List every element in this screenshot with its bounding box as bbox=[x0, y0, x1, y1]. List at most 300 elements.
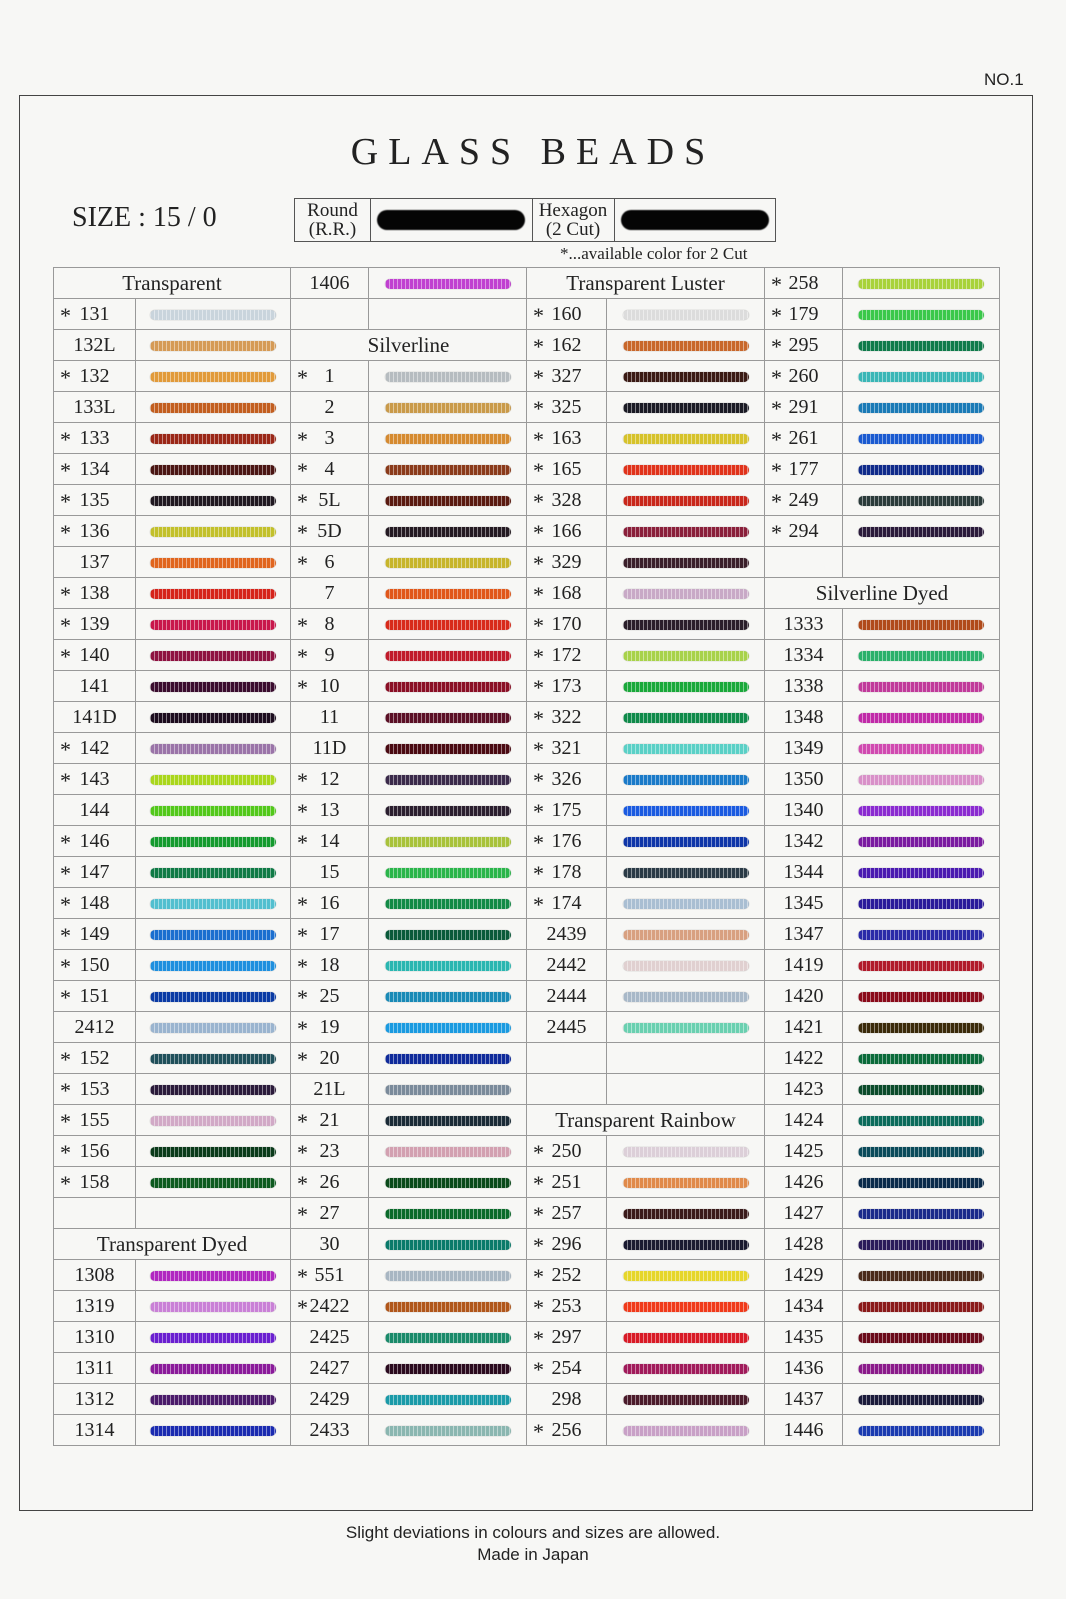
bead-strand-swatch bbox=[858, 1023, 984, 1033]
two-cut-star-icon: * bbox=[533, 396, 544, 421]
color-code bbox=[54, 1322, 136, 1353]
bead-strand-swatch bbox=[623, 1240, 749, 1250]
two-cut-star-icon: * bbox=[533, 768, 544, 793]
bead-strand-swatch bbox=[385, 1023, 511, 1033]
table-row bbox=[54, 330, 1000, 361]
bead-swatch-cell bbox=[607, 795, 765, 826]
color-code-number: 11 bbox=[319, 705, 340, 728]
color-code-number: 163 bbox=[551, 426, 582, 449]
two-cut-star-icon: * bbox=[60, 613, 71, 638]
bead-strand-swatch bbox=[385, 279, 511, 289]
color-code-number: 9 bbox=[324, 643, 335, 666]
bead-strand-swatch bbox=[858, 341, 984, 351]
two-cut-star-icon: * bbox=[771, 365, 782, 390]
color-code bbox=[527, 423, 607, 454]
bead-swatch-cell bbox=[843, 950, 1000, 981]
color-code-number: 179 bbox=[788, 302, 819, 325]
bead-swatch-cell bbox=[369, 423, 527, 454]
two-cut-star-icon: * bbox=[533, 489, 544, 514]
bead-swatch-cell bbox=[369, 981, 527, 1012]
color-code bbox=[527, 1167, 607, 1198]
color-code-number: 26 bbox=[319, 1170, 340, 1193]
color-code bbox=[54, 981, 136, 1012]
color-code-number: 1349 bbox=[783, 736, 824, 759]
color-code-number: 2433 bbox=[309, 1418, 350, 1441]
two-cut-star-icon: * bbox=[533, 520, 544, 545]
bead-strand-swatch bbox=[385, 651, 511, 661]
table-row bbox=[54, 1229, 1000, 1260]
color-code-number: 2429 bbox=[309, 1387, 350, 1410]
bead-swatch-cell bbox=[843, 1105, 1000, 1136]
bead-swatch-cell bbox=[136, 609, 291, 640]
color-code bbox=[527, 1074, 607, 1105]
two-cut-star-icon: * bbox=[297, 1016, 308, 1041]
color-code bbox=[765, 1043, 843, 1074]
color-code bbox=[291, 609, 369, 640]
two-cut-star-icon: * bbox=[60, 1140, 71, 1165]
bead-swatch-cell bbox=[843, 795, 1000, 826]
table-row bbox=[54, 702, 1000, 733]
hexagon-swatch bbox=[615, 199, 776, 241]
bead-strand-swatch bbox=[858, 682, 984, 692]
color-code-number: 1311 bbox=[74, 1356, 115, 1379]
bead-swatch-cell bbox=[843, 857, 1000, 888]
bead-swatch-cell bbox=[607, 1074, 765, 1105]
two-cut-star-icon: * bbox=[297, 768, 308, 793]
two-cut-star-icon: * bbox=[533, 1419, 544, 1444]
two-cut-star-icon: * bbox=[297, 1264, 308, 1289]
color-code bbox=[527, 702, 607, 733]
bead-strand-swatch bbox=[623, 310, 749, 320]
bead-swatch-cell bbox=[607, 1353, 765, 1384]
two-cut-star-icon: * bbox=[771, 427, 782, 452]
color-code-number: 1426 bbox=[783, 1170, 824, 1193]
bead-strand-swatch bbox=[150, 310, 276, 320]
two-cut-star-icon: * bbox=[533, 892, 544, 917]
color-code bbox=[765, 981, 843, 1012]
bead-strand-swatch bbox=[623, 620, 749, 630]
two-cut-star-icon: * bbox=[533, 365, 544, 390]
bead-strand-swatch bbox=[858, 1395, 984, 1405]
color-code bbox=[527, 857, 607, 888]
color-code-number: 13 bbox=[319, 798, 340, 821]
color-code-number: 156 bbox=[79, 1139, 110, 1162]
color-code-number: 15 bbox=[319, 860, 340, 883]
color-code-number: 1437 bbox=[783, 1387, 824, 1410]
bead-swatch-cell bbox=[607, 919, 765, 950]
table-row bbox=[54, 361, 1000, 392]
color-code bbox=[54, 454, 136, 485]
table-row bbox=[54, 1353, 1000, 1384]
color-code bbox=[54, 547, 136, 578]
bead-strand-swatch bbox=[858, 1426, 984, 1436]
color-code bbox=[54, 702, 136, 733]
bead-swatch-cell bbox=[369, 1074, 527, 1105]
color-code bbox=[527, 516, 607, 547]
bead-strand-swatch bbox=[858, 899, 984, 909]
color-code bbox=[54, 671, 136, 702]
bead-strand-swatch bbox=[623, 1178, 749, 1188]
color-code-number: 25 bbox=[319, 984, 340, 1007]
bead-strand-swatch bbox=[385, 837, 511, 847]
color-code-number: 1350 bbox=[783, 767, 824, 790]
bead-strand-swatch bbox=[623, 434, 749, 444]
section-header: Transparent Rainbow bbox=[527, 1105, 765, 1136]
bead-strand-swatch bbox=[150, 1364, 276, 1374]
bead-strand-swatch bbox=[385, 744, 511, 754]
bead-swatch-cell bbox=[607, 826, 765, 857]
bead-strand-swatch bbox=[858, 775, 984, 785]
color-code-number: 132L bbox=[73, 333, 116, 356]
table-row bbox=[54, 981, 1000, 1012]
bead-swatch-cell bbox=[369, 702, 527, 733]
two-cut-star-icon: * bbox=[533, 334, 544, 359]
bead-strand-swatch bbox=[150, 465, 276, 475]
color-code-number: 155 bbox=[79, 1108, 110, 1131]
color-code bbox=[291, 702, 369, 733]
two-cut-star-icon: * bbox=[771, 303, 782, 328]
bead-strand-swatch bbox=[385, 1395, 511, 1405]
bead-swatch-cell bbox=[607, 1384, 765, 1415]
color-code-number: 27 bbox=[319, 1201, 340, 1224]
bead-swatch-cell bbox=[843, 330, 1000, 361]
bead-swatch-cell bbox=[607, 1260, 765, 1291]
bead-swatch-cell bbox=[369, 888, 527, 919]
bead-swatch-cell bbox=[136, 547, 291, 578]
color-code bbox=[527, 1384, 607, 1415]
color-code-number: 20 bbox=[319, 1046, 340, 1069]
color-code bbox=[54, 950, 136, 981]
bead-strand-swatch bbox=[858, 1178, 984, 1188]
bead-swatch-cell bbox=[843, 1074, 1000, 1105]
color-code bbox=[291, 578, 369, 609]
color-code bbox=[54, 578, 136, 609]
bead-strand-swatch bbox=[623, 930, 749, 940]
bead-strand-swatch bbox=[150, 527, 276, 537]
two-cut-star-icon: * bbox=[297, 923, 308, 948]
two-cut-star-icon: * bbox=[297, 1140, 308, 1165]
bead-strand-swatch bbox=[385, 434, 511, 444]
table-row bbox=[54, 671, 1000, 702]
two-cut-star-icon: * bbox=[60, 489, 71, 514]
color-code bbox=[291, 857, 369, 888]
color-code bbox=[765, 1229, 843, 1260]
bead-strand-swatch bbox=[858, 1147, 984, 1157]
bead-swatch-cell bbox=[607, 516, 765, 547]
bead-strand-swatch bbox=[385, 1085, 511, 1095]
bead-swatch-cell bbox=[136, 640, 291, 671]
bead-swatch-cell bbox=[369, 1322, 527, 1353]
color-code bbox=[527, 1415, 607, 1446]
bead-strand-swatch bbox=[150, 1333, 276, 1343]
color-code bbox=[527, 1322, 607, 1353]
bead-strand-swatch bbox=[858, 868, 984, 878]
bead-swatch-cell bbox=[607, 1167, 765, 1198]
bead-strand-swatch bbox=[150, 496, 276, 506]
color-code-number: 298 bbox=[551, 1387, 582, 1410]
two-cut-star-icon: * bbox=[533, 551, 544, 576]
bead-strand-swatch bbox=[150, 434, 276, 444]
color-code-number: 133 bbox=[79, 426, 110, 449]
bead-swatch-cell bbox=[843, 1012, 1000, 1043]
table-row bbox=[54, 1105, 1000, 1136]
table-row bbox=[54, 919, 1000, 950]
bead-swatch-cell bbox=[369, 1167, 527, 1198]
color-code bbox=[291, 671, 369, 702]
color-code bbox=[765, 671, 843, 702]
color-code bbox=[54, 330, 136, 361]
table-row bbox=[54, 1167, 1000, 1198]
table-row bbox=[54, 392, 1000, 423]
bead-swatch-cell bbox=[136, 981, 291, 1012]
color-code-number: 7 bbox=[324, 581, 335, 604]
color-code bbox=[54, 888, 136, 919]
bead-strand-swatch bbox=[385, 899, 511, 909]
color-code bbox=[527, 299, 607, 330]
color-code bbox=[765, 1415, 843, 1446]
table-row bbox=[54, 1384, 1000, 1415]
color-code-number: 141 bbox=[79, 674, 110, 697]
bead-strand-swatch bbox=[385, 620, 511, 630]
two-cut-star-icon: * bbox=[60, 365, 71, 390]
table-row bbox=[54, 1415, 1000, 1446]
bead-strand-swatch bbox=[385, 775, 511, 785]
bead-swatch-cell bbox=[136, 423, 291, 454]
two-cut-star-icon: * bbox=[60, 303, 71, 328]
color-code bbox=[765, 609, 843, 640]
color-code-number: 19 bbox=[319, 1015, 340, 1038]
two-cut-star-icon: * bbox=[297, 1202, 308, 1227]
color-code bbox=[527, 671, 607, 702]
color-code bbox=[54, 1415, 136, 1446]
bead-strand-swatch bbox=[385, 1426, 511, 1436]
bead-strand-swatch bbox=[385, 1178, 511, 1188]
bead-swatch-cell bbox=[843, 1167, 1000, 1198]
two-cut-star-icon: * bbox=[60, 427, 71, 452]
bead-strand-swatch bbox=[858, 434, 984, 444]
bead-swatch-cell bbox=[136, 795, 291, 826]
bead-swatch-cell bbox=[843, 361, 1000, 392]
bead-strand-swatch bbox=[150, 1426, 276, 1436]
color-code bbox=[527, 826, 607, 857]
bead-strand-swatch bbox=[385, 558, 511, 568]
color-code-number: 321 bbox=[551, 736, 582, 759]
bead-strand-swatch bbox=[150, 806, 276, 816]
two-cut-star-icon: * bbox=[297, 830, 308, 855]
bead-strand-swatch bbox=[623, 713, 749, 723]
footer-origin: Made in Japan bbox=[477, 1545, 589, 1564]
bead-swatch-cell bbox=[136, 516, 291, 547]
bead-strand-swatch bbox=[150, 1085, 276, 1095]
color-code-number: 178 bbox=[551, 860, 582, 883]
color-code bbox=[527, 392, 607, 423]
color-code bbox=[291, 1291, 369, 1322]
color-code-number: 1436 bbox=[783, 1356, 824, 1379]
color-code-number: 18 bbox=[319, 953, 340, 976]
color-code bbox=[765, 361, 843, 392]
color-code bbox=[291, 1260, 369, 1291]
bead-swatch-cell bbox=[607, 609, 765, 640]
color-code bbox=[527, 1260, 607, 1291]
page-title: GLASS BEADS bbox=[350, 131, 716, 173]
bead-strand-swatch bbox=[150, 620, 276, 630]
color-code-number: 152 bbox=[79, 1046, 110, 1069]
two-cut-star-icon: * bbox=[533, 737, 544, 762]
color-code-number: 14 bbox=[319, 829, 340, 852]
color-code bbox=[54, 733, 136, 764]
bead-type-legend bbox=[294, 198, 776, 242]
color-code bbox=[527, 1353, 607, 1384]
two-cut-star-icon: * bbox=[297, 458, 308, 483]
table-row bbox=[54, 578, 1000, 609]
bead-swatch-cell bbox=[607, 547, 765, 578]
bead-swatch-cell bbox=[607, 1043, 765, 1074]
bead-strand-swatch bbox=[858, 1209, 984, 1219]
bead-swatch-cell bbox=[843, 454, 1000, 485]
color-code-number: 160 bbox=[551, 302, 582, 325]
color-code bbox=[54, 1353, 136, 1384]
color-code-number: 327 bbox=[551, 364, 582, 387]
bead-swatch-cell bbox=[607, 423, 765, 454]
color-code-number: 1429 bbox=[783, 1263, 824, 1286]
table-row bbox=[54, 857, 1000, 888]
bead-swatch-cell bbox=[136, 1105, 291, 1136]
color-code bbox=[765, 640, 843, 671]
two-cut-star-icon: * bbox=[297, 985, 308, 1010]
color-code bbox=[527, 1043, 607, 1074]
bead-strand-swatch bbox=[385, 465, 511, 475]
color-code bbox=[527, 888, 607, 919]
color-code bbox=[54, 1012, 136, 1043]
two-cut-star-icon: * bbox=[533, 861, 544, 886]
bead-strand-swatch bbox=[858, 1302, 984, 1312]
table-row bbox=[54, 826, 1000, 857]
two-cut-star-icon: * bbox=[771, 272, 782, 297]
bead-strand-swatch bbox=[150, 372, 276, 382]
bead-swatch-cell bbox=[607, 1291, 765, 1322]
bead-swatch-cell bbox=[843, 516, 1000, 547]
color-code-number: 294 bbox=[788, 519, 819, 542]
color-code bbox=[765, 1074, 843, 1105]
bead-strand-swatch bbox=[385, 1240, 511, 1250]
color-code bbox=[291, 516, 369, 547]
color-code-number: 551 bbox=[314, 1263, 345, 1286]
bead-strand-swatch bbox=[150, 651, 276, 661]
color-code-number: 146 bbox=[79, 829, 110, 852]
two-cut-star-icon: * bbox=[297, 1171, 308, 1196]
bead-color-table bbox=[53, 267, 1000, 1446]
bead-swatch-cell bbox=[843, 764, 1000, 795]
bead-swatch-cell bbox=[136, 1198, 291, 1229]
section-header: Silverline Dyed bbox=[765, 578, 1000, 609]
bead-strand-swatch bbox=[150, 713, 276, 723]
color-code-number: 1419 bbox=[783, 953, 824, 976]
bead-swatch-cell bbox=[607, 578, 765, 609]
bead-strand-swatch bbox=[385, 1364, 511, 1374]
color-code-number: 137 bbox=[79, 550, 110, 573]
bead-swatch-cell bbox=[369, 268, 527, 299]
color-code-number: 1420 bbox=[783, 984, 824, 1007]
bead-swatch-cell bbox=[843, 1198, 1000, 1229]
bead-swatch-cell bbox=[369, 640, 527, 671]
bead-strand-swatch bbox=[150, 403, 276, 413]
two-cut-star-icon: * bbox=[297, 799, 308, 824]
color-code bbox=[527, 330, 607, 361]
bead-strand-swatch bbox=[623, 341, 749, 351]
color-code-number: 2444 bbox=[546, 984, 587, 1007]
color-code-number: 6 bbox=[324, 550, 335, 573]
color-code bbox=[765, 1353, 843, 1384]
color-code-number: 1446 bbox=[783, 1418, 824, 1441]
bead-strand-swatch bbox=[385, 1333, 511, 1343]
color-code-number: 136 bbox=[79, 519, 110, 542]
color-code-number: 1319 bbox=[74, 1294, 115, 1317]
bead-strand-swatch bbox=[385, 527, 511, 537]
color-code-number: 2425 bbox=[309, 1325, 350, 1348]
bead-swatch-cell bbox=[843, 1136, 1000, 1167]
bead-strand-swatch bbox=[150, 1302, 276, 1312]
bead-strand-swatch bbox=[623, 806, 749, 816]
color-code bbox=[291, 1043, 369, 1074]
color-code bbox=[54, 857, 136, 888]
color-code bbox=[765, 1291, 843, 1322]
table-row bbox=[54, 640, 1000, 671]
two-cut-star-icon: * bbox=[533, 303, 544, 328]
table-row bbox=[54, 1260, 1000, 1291]
bead-swatch-cell bbox=[607, 485, 765, 516]
bead-strand-swatch bbox=[858, 620, 984, 630]
size-label: SIZE : 15 / 0 bbox=[72, 202, 217, 233]
two-cut-star-icon: * bbox=[297, 365, 308, 390]
bead-swatch-cell bbox=[369, 826, 527, 857]
color-code-number: 2439 bbox=[546, 922, 587, 945]
round-label: Round (R.R.) bbox=[295, 199, 371, 241]
color-code bbox=[54, 1384, 136, 1415]
bead-swatch-cell bbox=[369, 1291, 527, 1322]
bead-strand-swatch bbox=[858, 1054, 984, 1064]
bead-strand-swatch bbox=[623, 465, 749, 475]
bead-strand-swatch bbox=[623, 837, 749, 847]
color-code-number: 258 bbox=[788, 271, 819, 294]
bead-swatch-cell bbox=[607, 671, 765, 702]
color-code-number: 1 bbox=[324, 364, 335, 387]
color-code-number: 1310 bbox=[74, 1325, 115, 1348]
color-code bbox=[765, 764, 843, 795]
color-code bbox=[527, 764, 607, 795]
color-code-number: 174 bbox=[551, 891, 582, 914]
bead-swatch-cell bbox=[369, 578, 527, 609]
color-code bbox=[54, 826, 136, 857]
bead-swatch-cell bbox=[843, 1415, 1000, 1446]
bead-swatch-cell bbox=[843, 888, 1000, 919]
color-code bbox=[54, 1198, 136, 1229]
bead-strand-swatch bbox=[858, 465, 984, 475]
two-cut-star-icon: * bbox=[533, 675, 544, 700]
two-cut-star-icon: * bbox=[533, 1140, 544, 1165]
two-cut-star-icon: * bbox=[297, 954, 308, 979]
color-code-number: 1344 bbox=[783, 860, 824, 883]
color-code-number: 257 bbox=[551, 1201, 582, 1224]
color-code-number: 295 bbox=[788, 333, 819, 356]
bead-strand-swatch bbox=[858, 1085, 984, 1095]
color-code-number: 141D bbox=[72, 705, 117, 728]
bead-strand-swatch bbox=[385, 589, 511, 599]
bead-strand-swatch bbox=[150, 1147, 276, 1157]
section-header: Transparent bbox=[54, 268, 291, 299]
two-cut-star-icon: * bbox=[533, 1357, 544, 1382]
footer-disclaimer: Slight deviations in colours and sizes are allowed. bbox=[345, 1523, 721, 1542]
table-row bbox=[54, 1291, 1000, 1322]
